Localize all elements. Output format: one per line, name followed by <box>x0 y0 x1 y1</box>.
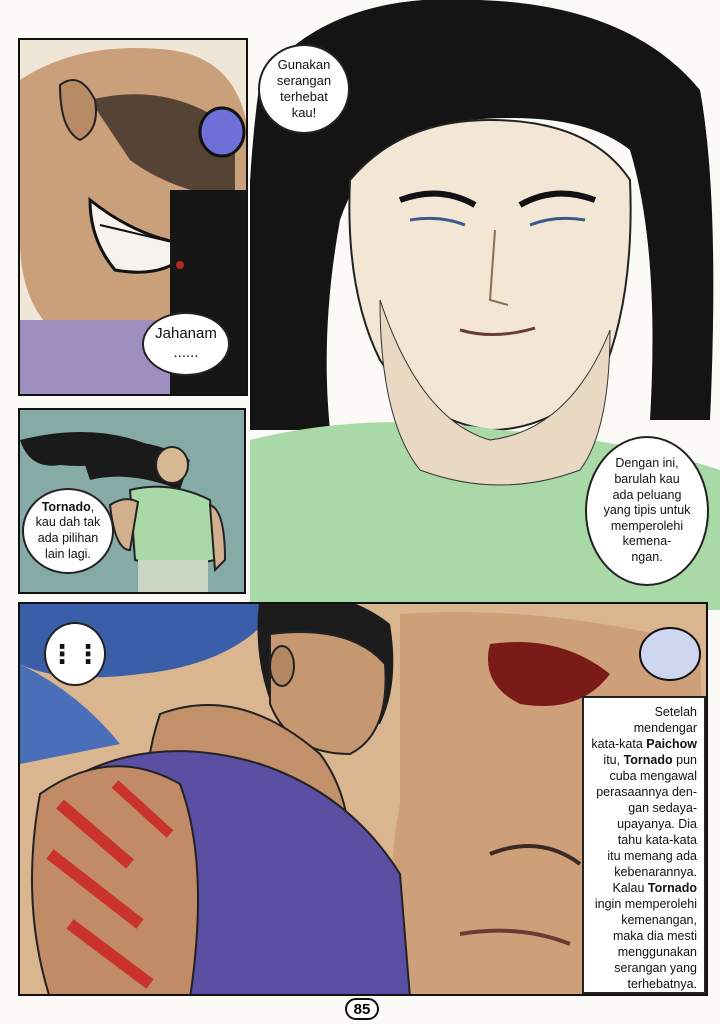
bubble-line: yang tipis untuk <box>603 503 691 518</box>
narration-caption <box>582 696 706 994</box>
bubble-line: ada peluang <box>612 487 682 502</box>
bubble-line: ngan. <box>631 550 663 565</box>
bubble-line: terhebat <box>280 89 328 104</box>
caption-text: itu, <box>603 753 624 767</box>
caption-line: terhebatnya. <box>627 977 697 991</box>
caption-text: kata-kata <box>591 737 647 751</box>
speech-bubble-dengan-ini <box>585 436 709 586</box>
caption-line: perasaannya den- <box>596 785 697 799</box>
speech-bubble-tornado <box>22 488 114 574</box>
panel-hero-face <box>250 0 720 610</box>
caption-text: pun <box>672 753 697 767</box>
caption-line: mendengar <box>633 721 697 735</box>
caption-line: kemenangan, <box>621 913 697 927</box>
bubble-line: kau dah tak <box>35 515 101 530</box>
caption-line: kebenarannya. <box>614 865 697 879</box>
caption-name: Tornado <box>647 881 697 895</box>
caption-line: gan sedaya- <box>628 801 697 815</box>
caption-name: Paichow <box>646 737 697 751</box>
caption-line: ingin memperolehi <box>594 897 697 911</box>
bubble-line: Dengan ini, <box>615 456 679 471</box>
caption-line: tahu kata-kata <box>617 833 697 847</box>
bubble-line: lain lagi. <box>45 546 91 561</box>
caption-line <box>591 752 697 768</box>
caption-line: Setelah <box>654 705 697 719</box>
bubble-comma: , <box>90 499 95 514</box>
caption-line <box>591 880 697 896</box>
speech-bubble-gunakan <box>258 44 350 134</box>
speech-bubble-jahanam <box>142 312 230 376</box>
caption-line: maka dia mesti <box>612 929 697 943</box>
speech-bubble-ellipsis <box>44 622 106 686</box>
bubble-line: kemena- <box>622 534 672 549</box>
panel-villain-closeup <box>18 38 248 396</box>
bubble-line: Jahanam <box>155 325 217 343</box>
speaker-name: Tornado <box>41 499 91 514</box>
caption-line: cuba mengawal <box>609 769 697 783</box>
caption-name: Tornado <box>623 753 673 767</box>
caption-line: upayanya. Dia <box>617 817 697 831</box>
panel-hero-standing <box>18 408 246 594</box>
bubble-line: Gunakan <box>277 56 331 72</box>
bubble-line: kau! <box>291 105 317 121</box>
caption-text: Kalau <box>612 881 648 895</box>
panel-villain-back <box>18 602 708 996</box>
bubble-line: serangan <box>276 72 332 88</box>
bubble-line <box>36 500 101 516</box>
bubble-line: memperolehi <box>610 518 684 533</box>
caption-line: serangan yang <box>614 961 697 975</box>
caption-line <box>591 736 697 752</box>
page-number: 85 <box>345 998 379 1020</box>
caption-line: itu memang ada <box>607 849 697 863</box>
ellipsis-dots: ⋮⋮ <box>49 638 101 669</box>
caption-line: menggunakan <box>617 945 697 959</box>
bubble-line: ada pilihan <box>37 531 99 545</box>
bubble-line: barulah kau <box>614 471 680 486</box>
bubble-line: ...... <box>173 344 199 361</box>
